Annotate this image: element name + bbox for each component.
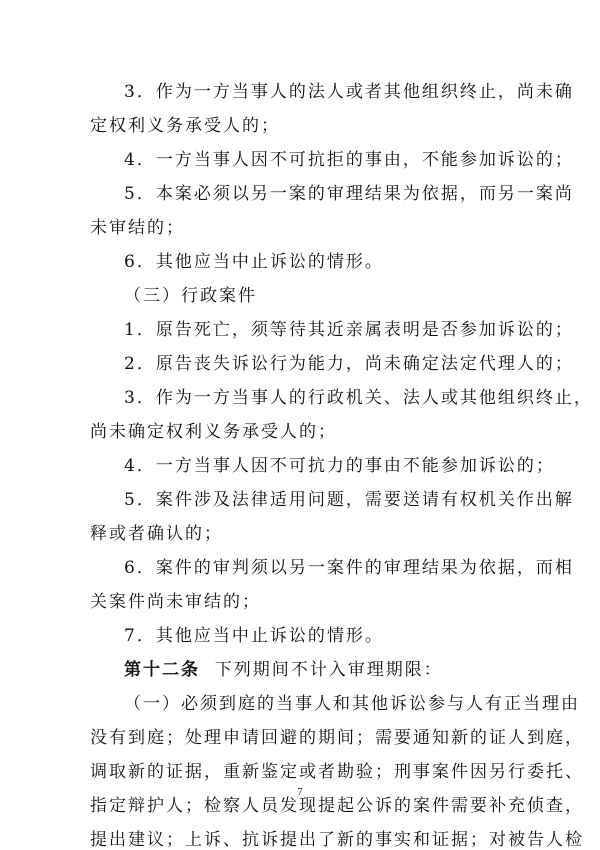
text-line: 指定辩护人；检察人员发现提起公诉的案件需要补充侦查， (90, 796, 584, 816)
text-line: 3．作为一方当事人的法人或者其他组织终止，尚未确 (124, 82, 574, 102)
text-line: 没有到庭；处理申请回避的期间；需要通知新的证人到庭， (90, 728, 584, 748)
text-line: 定权利义务承受人的； (90, 116, 280, 136)
article-line (124, 660, 516, 680)
text-line: 1．原告死亡，须等待其近亲属表明是否参加诉讼的； (124, 320, 574, 340)
text-line: 关案件尚未审结的； (90, 592, 261, 612)
text-line: 5．案件涉及法律适用问题，需要送请有权机关作出解 (124, 490, 574, 510)
text-line: 未审结的； (90, 218, 185, 238)
text-line: 6．其他应当中止诉讼的情形。 (124, 252, 384, 272)
text-line: 7．其他应当中止诉讼的情形。 (124, 626, 384, 646)
text-line: 5．本案必须以另一案的审理结果为依据，而另一案尚 (124, 184, 574, 204)
article-heading: 第十二条 (124, 660, 200, 680)
text-line: 2．原告丧失诉讼行为能力，尚未确定法定代理人的； (124, 354, 574, 374)
section-heading: （三）行政案件 (124, 286, 257, 306)
text-line: 释或者确认的； (90, 524, 223, 544)
text-line: 3．作为一方当事人的行政机关、法人或其他组织终止， (124, 388, 593, 408)
text-line: （一）必须到庭的当事人和其他诉讼参与人有正当理由 (124, 694, 580, 714)
text-line: 调取新的证据，重新鉴定或者勘验；刑事案件因另行委托、 (90, 762, 584, 782)
text-line: 提出建议；上诉、抗诉提出了新的事实和证据；对被告人检 (90, 830, 584, 850)
article-text: 下列期间不计入审理期限： (214, 660, 443, 680)
text-line: 4．一方当事人因不可抗拒的事由，不能参加诉讼的； (124, 150, 574, 170)
text-line: 尚未确定权利义务承受人的； (90, 422, 337, 442)
text-line: 6．案件的审判须以另一案件的审理结果为依据，而相 (124, 558, 574, 578)
text-line: 4．一方当事人因不可抗力的事由不能参加诉讼的； (124, 456, 555, 476)
page-number: 7 (297, 786, 303, 798)
